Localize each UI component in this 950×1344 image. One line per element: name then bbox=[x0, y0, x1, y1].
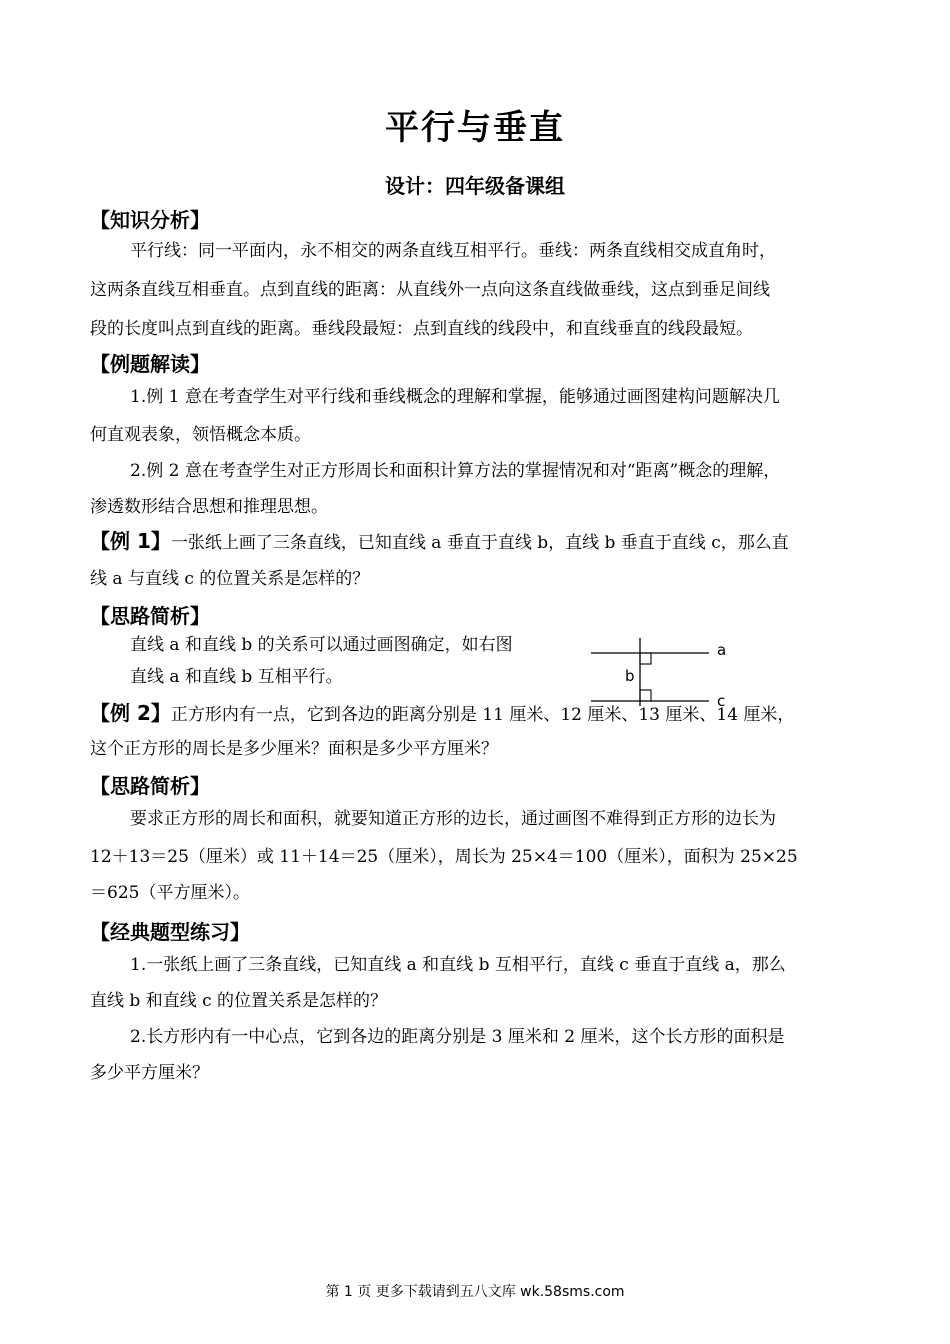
analysis2-line-3: ＝625（平方厘米）。 bbox=[90, 883, 250, 903]
analysis2-line-1: 要求正方形的周长和面积，就要知道正方形的边长，通过画图不难得到正方形的边长为 bbox=[130, 809, 776, 829]
section-heading-analysis1: 【思路简析】 bbox=[90, 604, 210, 628]
practice-line-4: 多少平方厘米？ bbox=[90, 1063, 209, 1083]
practice-line-3: 2.长方形内有一中心点，它到各边的距离分别是 3 厘米和 2 厘米，这个长方形的面积是 bbox=[130, 1027, 785, 1047]
example1-text: 一张纸上画了三条直线，已知直线 a 垂直于直线 b，直线 b 垂直于直线 c，那么直 bbox=[170, 533, 789, 553]
label-a: a bbox=[717, 641, 727, 659]
section-heading-analysis2: 【思路简析】 bbox=[90, 774, 210, 798]
page-subtitle: 设计：四年级备课组 bbox=[385, 174, 565, 198]
page-title: 平行与垂直 bbox=[385, 108, 565, 148]
example1-line-2: 线 a 与直线 c 的位置关系是怎样的？ bbox=[90, 569, 370, 589]
page-footer: 第 1 页 更多下载请到五八文库 wk.58sms.com bbox=[325, 1284, 625, 1300]
interpretation-line-3: 2.例 2 意在考查学生对正方形周长和面积计算方法的掌握情况和对“距离”概念的理解， bbox=[130, 461, 781, 481]
example2-label: 【例 2】 bbox=[90, 701, 171, 725]
parallel-lines-figure bbox=[585, 636, 745, 706]
section-heading-practice: 【经典题型练习】 bbox=[90, 920, 250, 944]
practice-line-2: 直线 b 和直线 c 的位置关系是怎样的？ bbox=[90, 991, 388, 1011]
knowledge-line-1: 平行线：同一平面内，永不相交的两条直线互相平行。垂线：两条直线相交成直角时， bbox=[130, 241, 776, 261]
analysis2-line-2: 12＋13＝25（厘米）或 11＋14＝25（厘米），周长为 25×4＝100（厘米），面积为 25×25 bbox=[90, 847, 798, 867]
analysis1-line-1: 直线 a 和直线 b 的关系可以通过画图确定，如右图 bbox=[130, 635, 513, 655]
right-angle-mark-top bbox=[640, 653, 651, 664]
label-c: c bbox=[717, 692, 726, 706]
interpretation-line-4: 渗透数形结合思想和推理思想。 bbox=[90, 497, 328, 517]
knowledge-line-3: 段的长度叫点到直线的距离。垂线段最短：点到直线的线段中，和直线垂直的线段最短。 bbox=[90, 319, 753, 339]
example2-line-2: 这个正方形的周长是多少厘米？面积是多少平方厘米？ bbox=[90, 739, 498, 759]
example1-label: 【例 1】 bbox=[90, 529, 171, 553]
interpretation-line-1: 1.例 1 意在考查学生对平行线和垂线概念的理解和掌握，能够通过画图建构问题解决几 bbox=[130, 387, 780, 407]
interpretation-line-2: 何直观表象，领悟概念本质。 bbox=[90, 425, 311, 445]
analysis1-line-2: 直线 a 和直线 b 互相平行。 bbox=[130, 667, 343, 687]
knowledge-line-2: 这两条直线互相垂直。点到直线的距离：从直线外一点向这条直线做垂线，这点到垂足间线 bbox=[90, 280, 770, 300]
right-angle-mark-bottom bbox=[640, 690, 651, 701]
example1-line-1 bbox=[90, 530, 789, 554]
section-heading-interpretation: 【例题解读】 bbox=[90, 352, 210, 376]
label-b: b bbox=[625, 667, 635, 685]
example2-line-1 bbox=[90, 702, 794, 726]
practice-line-1: 1.一张纸上画了三条直线，已知直线 a 和直线 b 互相平行，直线 c 垂直于直线 a，那么 bbox=[130, 955, 786, 975]
section-heading-knowledge: 【知识分析】 bbox=[90, 208, 210, 232]
example2-text: 正方形内有一点，它到各边的距离分别是 11 厘米、12 厘米、13 厘米、14 厘米， bbox=[170, 705, 795, 725]
